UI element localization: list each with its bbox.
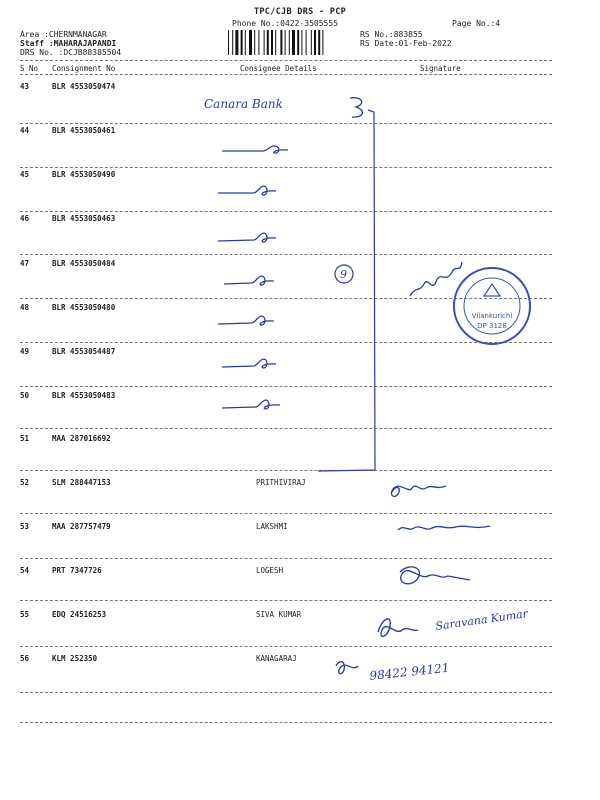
staff-field: Staff :MAHARAJAPANDI	[20, 39, 117, 48]
signature-mark	[398, 526, 490, 530]
row-divider	[20, 513, 552, 514]
row-divider	[20, 600, 552, 601]
rs-date: RS Date:01-Feb-2022	[360, 39, 452, 48]
row-consignment: BLR 4553050484	[52, 259, 116, 268]
row-consignment: PRT 7347726	[52, 566, 102, 575]
handwritten-phone: 98422 94121	[368, 660, 451, 683]
signature-mark	[391, 486, 446, 496]
ditto-mark	[218, 233, 276, 242]
row-divider	[20, 211, 552, 212]
row-consignment: EDQ 24516253	[52, 610, 107, 619]
signature-mark	[336, 662, 358, 674]
stamp-seal	[454, 268, 530, 344]
divider	[20, 722, 552, 723]
row-divider	[20, 646, 552, 647]
row-divider	[20, 692, 552, 693]
row-serial: 47	[20, 259, 30, 268]
sheet-title: TPC/CJB DRS - PCP	[253, 7, 347, 17]
column-header-consignment: Consignment No	[52, 64, 116, 73]
row-divider	[20, 342, 552, 343]
row-serial: 56	[20, 654, 30, 663]
area-field: Area :CHERNMANAGAR	[20, 30, 107, 39]
circled-number-mark	[335, 265, 353, 283]
row-consignment: BLR 4553050480	[52, 303, 116, 312]
stamp-text: Vilankurichi	[471, 312, 513, 320]
row-consignment: KLM 252350	[52, 654, 98, 663]
ditto-mark	[224, 276, 274, 285]
row-serial: 55	[20, 610, 30, 619]
row-consignee: PRITHIVIRAJ	[256, 478, 306, 487]
ditto-mark	[218, 186, 276, 195]
handwritten-signature-name: Saravana Kumar	[434, 607, 529, 633]
row-serial: 50	[20, 391, 30, 400]
rs-number: RS No.:883855	[360, 30, 423, 39]
row-serial: 43	[20, 82, 30, 91]
page-number: Page No.:4	[452, 19, 501, 28]
row-consignee: LOGESH	[256, 566, 284, 575]
signature-mark	[410, 262, 462, 296]
ditto-marks	[218, 146, 288, 409]
row-divider	[20, 254, 552, 255]
ditto-mark	[222, 359, 276, 368]
row-consignee: LAKSHMI	[256, 522, 288, 531]
drs-number: DRS No. :DCJB88385504	[20, 48, 122, 57]
handwritten-note: Canara Bank	[204, 97, 283, 111]
row-divider	[20, 428, 552, 429]
row-consignment: BLR 4553050461	[52, 126, 116, 135]
brace-mark	[350, 98, 362, 117]
ditto-mark	[218, 316, 274, 325]
row-divider	[20, 470, 552, 471]
row-divider	[20, 298, 552, 299]
row-consignment: MAA 287016692	[52, 434, 111, 443]
row-serial: 54	[20, 566, 30, 575]
row-divider	[20, 123, 552, 124]
row-divider	[20, 167, 552, 168]
column-header-sno: S No	[20, 64, 39, 73]
row-consignment: BLR 4553050490	[52, 170, 116, 179]
row-serial: 44	[20, 126, 30, 135]
divider	[20, 60, 552, 61]
row-consignment: BLR 4553050463	[52, 214, 116, 223]
signature-mark	[378, 619, 418, 637]
row-consignment: BLR 4553050483	[52, 391, 116, 400]
stamp-code: DP 3128	[477, 322, 507, 330]
row-consignment: BLR 4553054487	[52, 347, 116, 356]
row-serial: 53	[20, 522, 30, 531]
row-serial: 52	[20, 478, 30, 487]
column-header-signature: Signature	[420, 64, 461, 73]
row-consignment: MAA 287757479	[52, 522, 111, 531]
circled-number: 9	[340, 268, 347, 281]
row-divider	[20, 558, 552, 559]
divider	[20, 74, 552, 75]
row-consignee: KANAGARAJ	[256, 654, 297, 663]
row-divider	[20, 386, 552, 387]
row-serial: 46	[20, 214, 30, 223]
bracket-line	[318, 110, 375, 471]
row-consignee: SIVA KUMAR	[256, 610, 302, 619]
barcode-image	[228, 30, 350, 55]
row-serial: 51	[20, 434, 30, 443]
column-header-consignee: Consignee Details	[240, 64, 317, 73]
row-serial: 45	[20, 170, 30, 179]
row-serial: 48	[20, 303, 30, 312]
row-serial: 49	[20, 347, 30, 356]
row-consignment: BLR 4553050474	[52, 82, 116, 91]
ditto-mark	[222, 146, 288, 153]
ditto-mark	[222, 400, 280, 409]
signature-mark	[400, 567, 470, 584]
row-consignment: SLM 288447153	[52, 478, 111, 487]
phone-number: Phone No.:0422-3505555	[232, 19, 338, 28]
